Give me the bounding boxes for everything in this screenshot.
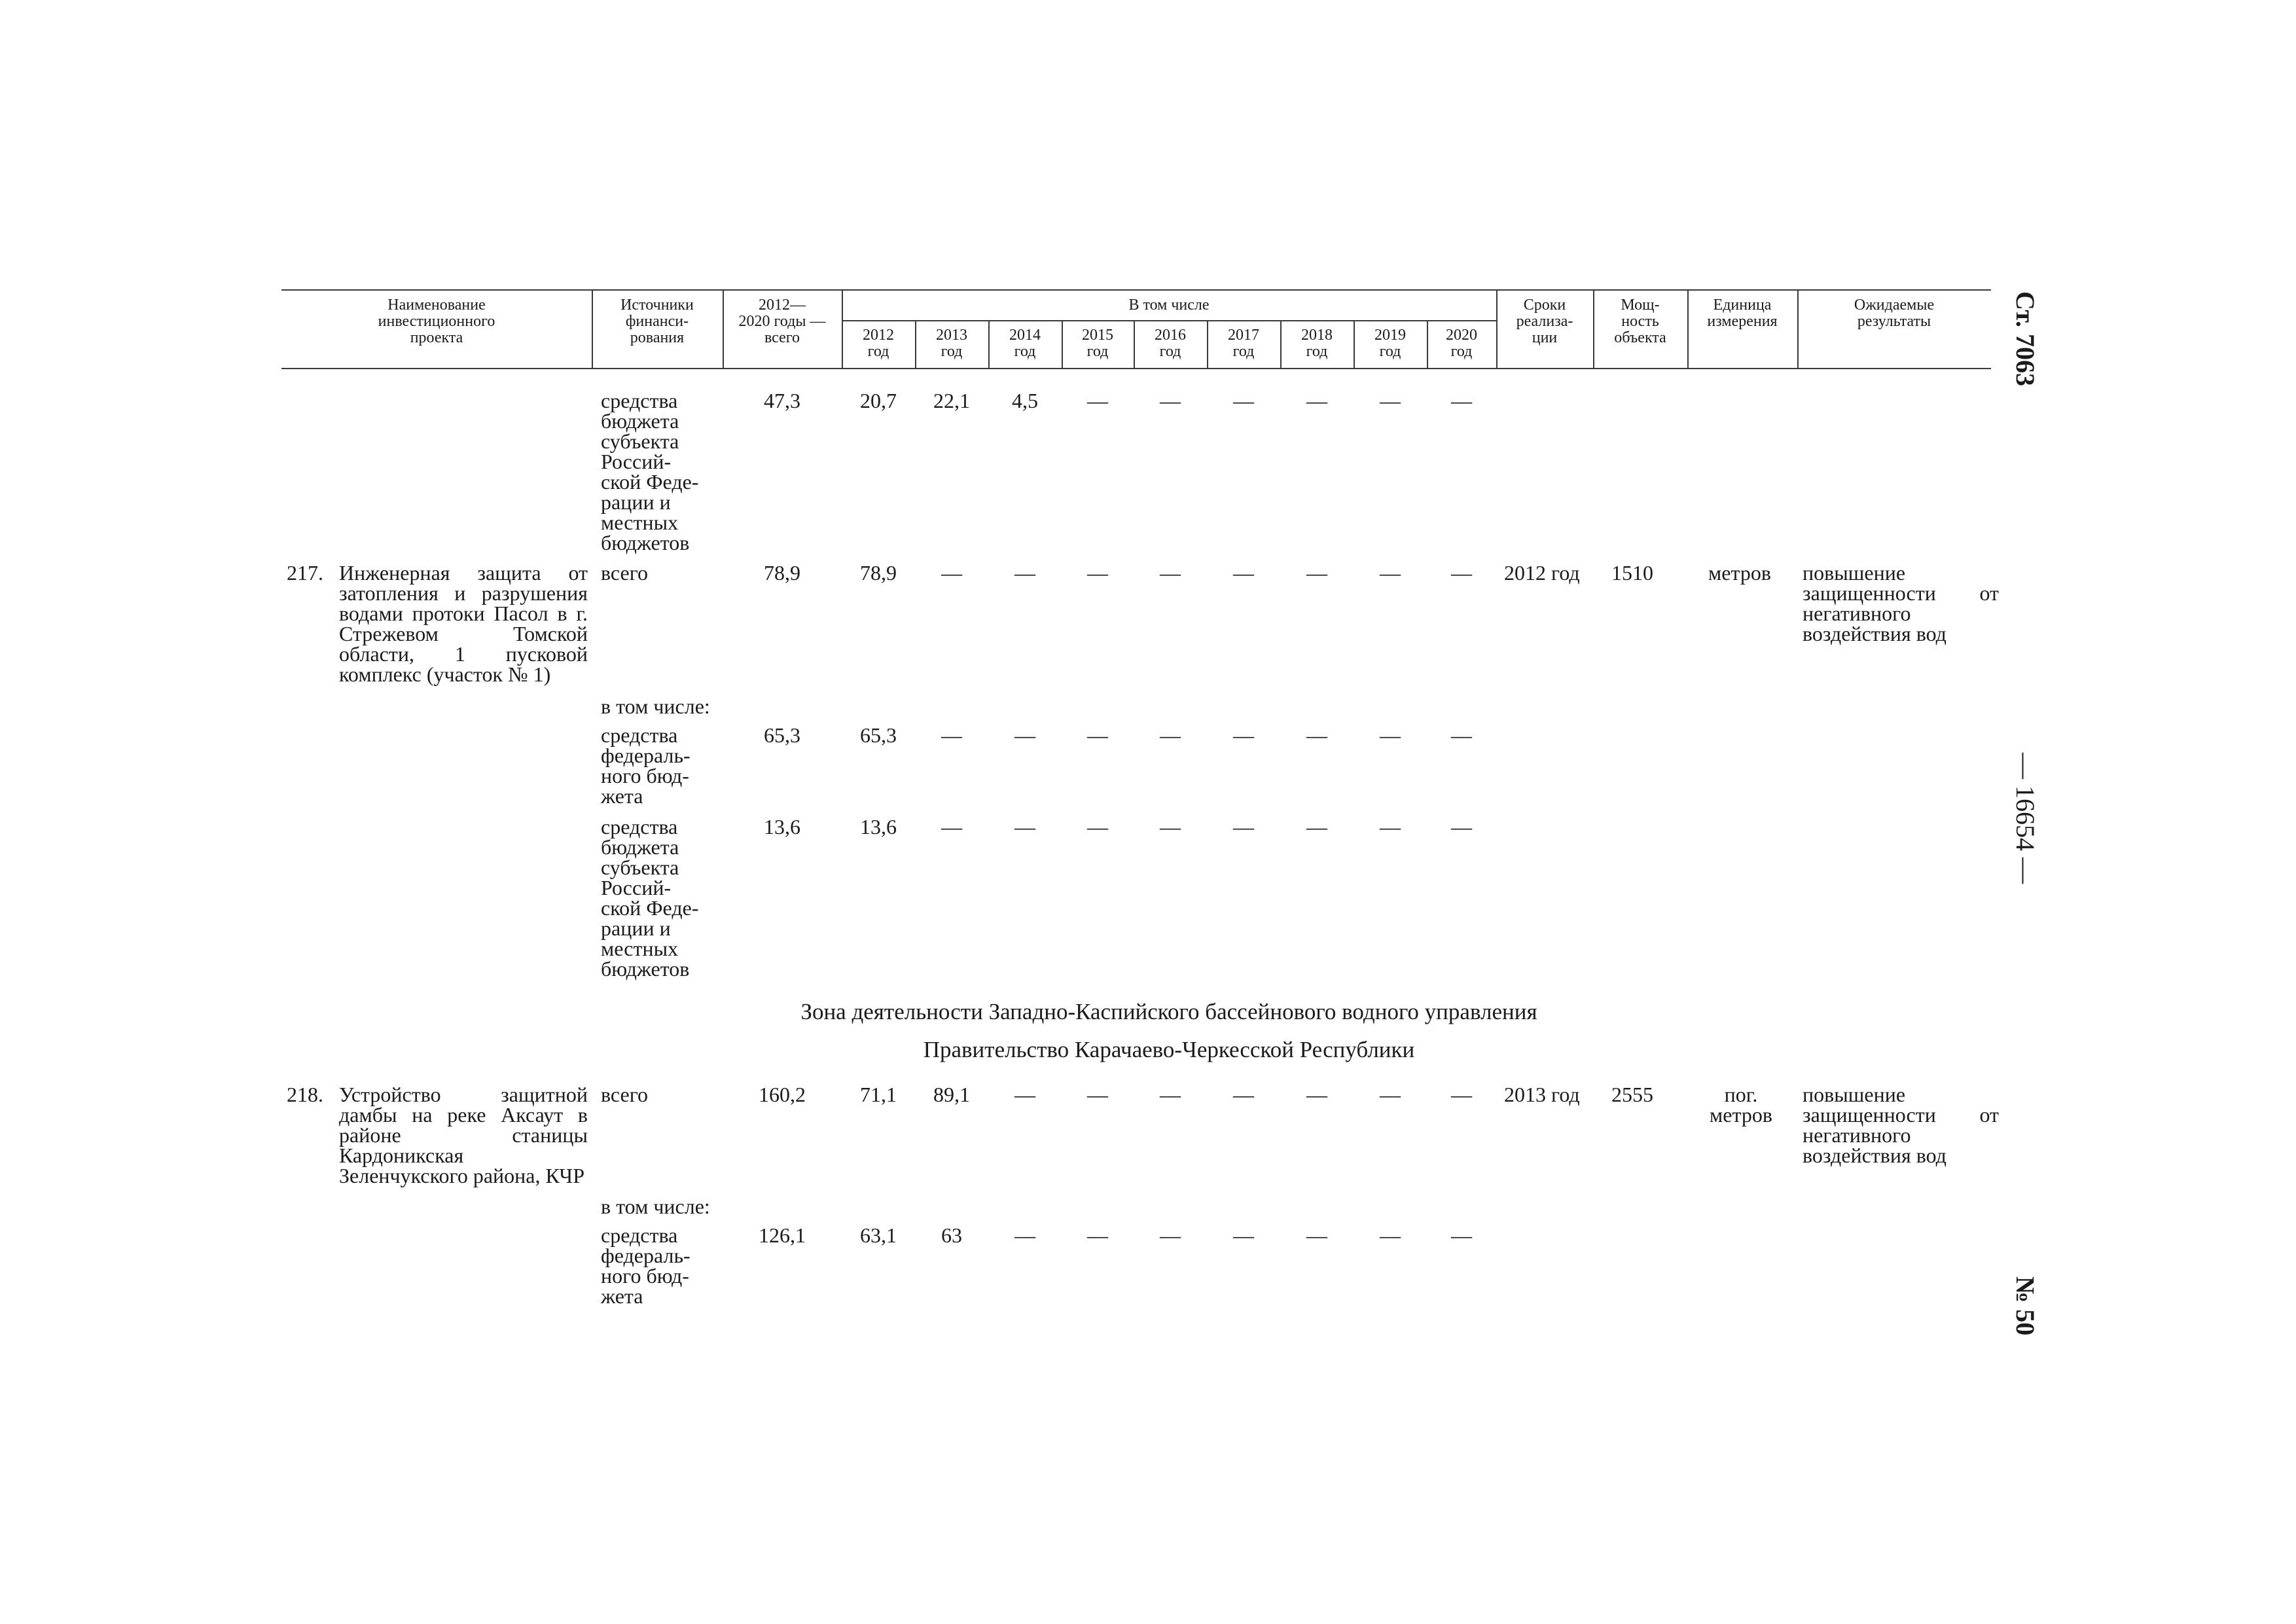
year-cell: — — [941, 815, 962, 839]
capacity-cell: 2555 — [1611, 1083, 1653, 1106]
year-cell: — — [1380, 815, 1401, 839]
year-cell: 78,9 — [860, 561, 897, 585]
total-cell: 47,3 — [764, 389, 800, 412]
year-cell: — — [1233, 561, 1254, 585]
year-cell: 63 — [941, 1223, 962, 1247]
year-cell: — — [1087, 1083, 1108, 1106]
page-number: — 16654 — — [2011, 753, 2040, 884]
year-cell: 63,1 — [860, 1223, 897, 1247]
year-cell: — — [1233, 389, 1254, 412]
year-cell: — — [1160, 815, 1181, 839]
year-cell: — — [1160, 561, 1181, 585]
year-cell: — — [1306, 389, 1327, 412]
year-cell: — — [1014, 723, 1035, 747]
project-name: Инженерная защита от затопления и разрушения водами протоки Пасол в г. Стрежевом Томской области, 1 пусковой комплекс (участок № 1) — [339, 561, 588, 686]
header-year: 2019 год — [1374, 327, 1406, 360]
header-year: 2017 год — [1228, 327, 1259, 360]
year-cell: — — [1451, 815, 1472, 839]
year-cell: — — [1087, 561, 1108, 585]
year-cell: — — [1380, 561, 1401, 585]
header-sources: Источники финанси- рования — [620, 297, 694, 346]
header-results: Ожидаемые результаты — [1854, 297, 1935, 330]
header-unit: Единица измерения — [1707, 297, 1778, 330]
year-cell: — — [1306, 1083, 1327, 1106]
year-cell: — — [1233, 1223, 1254, 1247]
year-cell: — — [1087, 389, 1108, 412]
year-cell: — — [1233, 815, 1254, 839]
terms-cell: 2013 год — [1504, 1083, 1580, 1106]
source-cell: средства бюджета субъекта Россий- ской Феде- рации и местных бюджетов — [601, 389, 699, 554]
source-cell: средства федераль- ного бюд- жета — [601, 1223, 691, 1308]
header-year: 2013 год — [936, 327, 967, 360]
year-cell: 4,5 — [1012, 389, 1038, 412]
total-cell: 13,6 — [764, 815, 800, 839]
year-cell: — — [1160, 389, 1181, 412]
header-year: 2016 год — [1155, 327, 1186, 360]
year-cell: — — [1087, 723, 1108, 747]
project-number: 218. — [287, 1083, 323, 1106]
header-year: 2018 год — [1301, 327, 1333, 360]
source-cell: средства бюджета субъекта Россий- ской Феде- рации и местных бюджетов — [601, 815, 699, 981]
total-cell: 78,9 — [764, 561, 800, 585]
issue-number: № 50 — [2011, 1276, 2040, 1336]
year-cell: — — [1160, 723, 1181, 747]
project-name: Устройство защитной дамбы на реке Аксаут в районе станицы Кардоникская Зеленчукского района, КЧР — [339, 1083, 588, 1187]
header-total: 2012— 2020 годы — всего — [738, 297, 826, 346]
header-name: Наименование инвестиционного проекта — [378, 297, 495, 346]
year-cell: — — [1451, 1223, 1472, 1247]
year-cell: — — [1380, 1223, 1401, 1247]
header-incl: В том числе — [1128, 297, 1210, 314]
total-cell: 126,1 — [759, 1223, 806, 1247]
year-cell: — — [1451, 561, 1472, 585]
year-cell: 20,7 — [860, 389, 897, 412]
year-cell: 22,1 — [933, 389, 970, 412]
total-cell: 65,3 — [764, 723, 800, 747]
including-label: в том числе: — [601, 1195, 710, 1218]
year-cell: — — [1087, 1223, 1108, 1247]
year-cell: — — [1014, 815, 1035, 839]
result-cell: повышение защищенности от негативного воздействия вод — [1803, 1083, 1999, 1167]
source-cell: всего — [601, 1083, 649, 1106]
unit-cell: пог. метров — [1710, 1083, 1772, 1127]
year-cell: — — [1451, 389, 1472, 412]
year-cell: — — [1306, 723, 1327, 747]
year-cell: — — [1160, 1083, 1181, 1106]
year-cell: — — [941, 561, 962, 585]
year-cell: 71,1 — [860, 1083, 897, 1106]
year-cell: — — [1306, 1223, 1327, 1247]
including-label: в том числе: — [601, 695, 710, 718]
year-cell: 65,3 — [860, 723, 897, 747]
total-cell: 160,2 — [759, 1083, 806, 1106]
year-cell: — — [1380, 389, 1401, 412]
year-cell: — — [1380, 1083, 1401, 1106]
year-cell: — — [1160, 1223, 1181, 1247]
header-top-rule — [281, 289, 1991, 291]
section-subheading: Правительство Карачаево-Черкесской Республики — [923, 1037, 1415, 1062]
unit-cell: метров — [1708, 561, 1771, 585]
header-year: 2012 год — [863, 327, 894, 360]
header-bottom-rule — [281, 368, 1991, 369]
year-cell: 89,1 — [933, 1083, 970, 1106]
article-number: Ст. 7063 — [2011, 291, 2040, 386]
year-cell: — — [1451, 1083, 1472, 1106]
header-terms: Сроки реализа- ции — [1516, 297, 1573, 346]
header-year: 2015 год — [1082, 327, 1113, 360]
year-cell: — — [1451, 723, 1472, 747]
year-cell: — — [1014, 1223, 1035, 1247]
terms-cell: 2012 год — [1504, 561, 1580, 585]
year-cell: — — [1233, 1083, 1254, 1106]
year-cell: — — [941, 723, 962, 747]
year-cell: 13,6 — [860, 815, 897, 839]
year-cell: — — [1014, 1083, 1035, 1106]
project-number: 217. — [287, 561, 323, 585]
years-divider-rule — [842, 320, 1496, 321]
header-year: 2020 год — [1446, 327, 1477, 360]
year-cell: — — [1087, 815, 1108, 839]
year-cell: — — [1306, 815, 1327, 839]
capacity-cell: 1510 — [1611, 561, 1653, 585]
year-cell: — — [1233, 723, 1254, 747]
year-cell: — — [1306, 561, 1327, 585]
source-cell: всего — [601, 561, 649, 585]
year-cell: — — [1014, 561, 1035, 585]
result-cell: повышение защищенности от негативного воздействия вод — [1803, 561, 1999, 645]
source-cell: средства федераль- ного бюд- жета — [601, 723, 691, 808]
year-cell: — — [1380, 723, 1401, 747]
section-heading: Зона деятельности Западно-Каспийского бассейнового водного управления — [800, 999, 1537, 1024]
header-capacity: Мощ- ность объекта — [1614, 297, 1666, 346]
header-year: 2014 год — [1009, 327, 1041, 360]
